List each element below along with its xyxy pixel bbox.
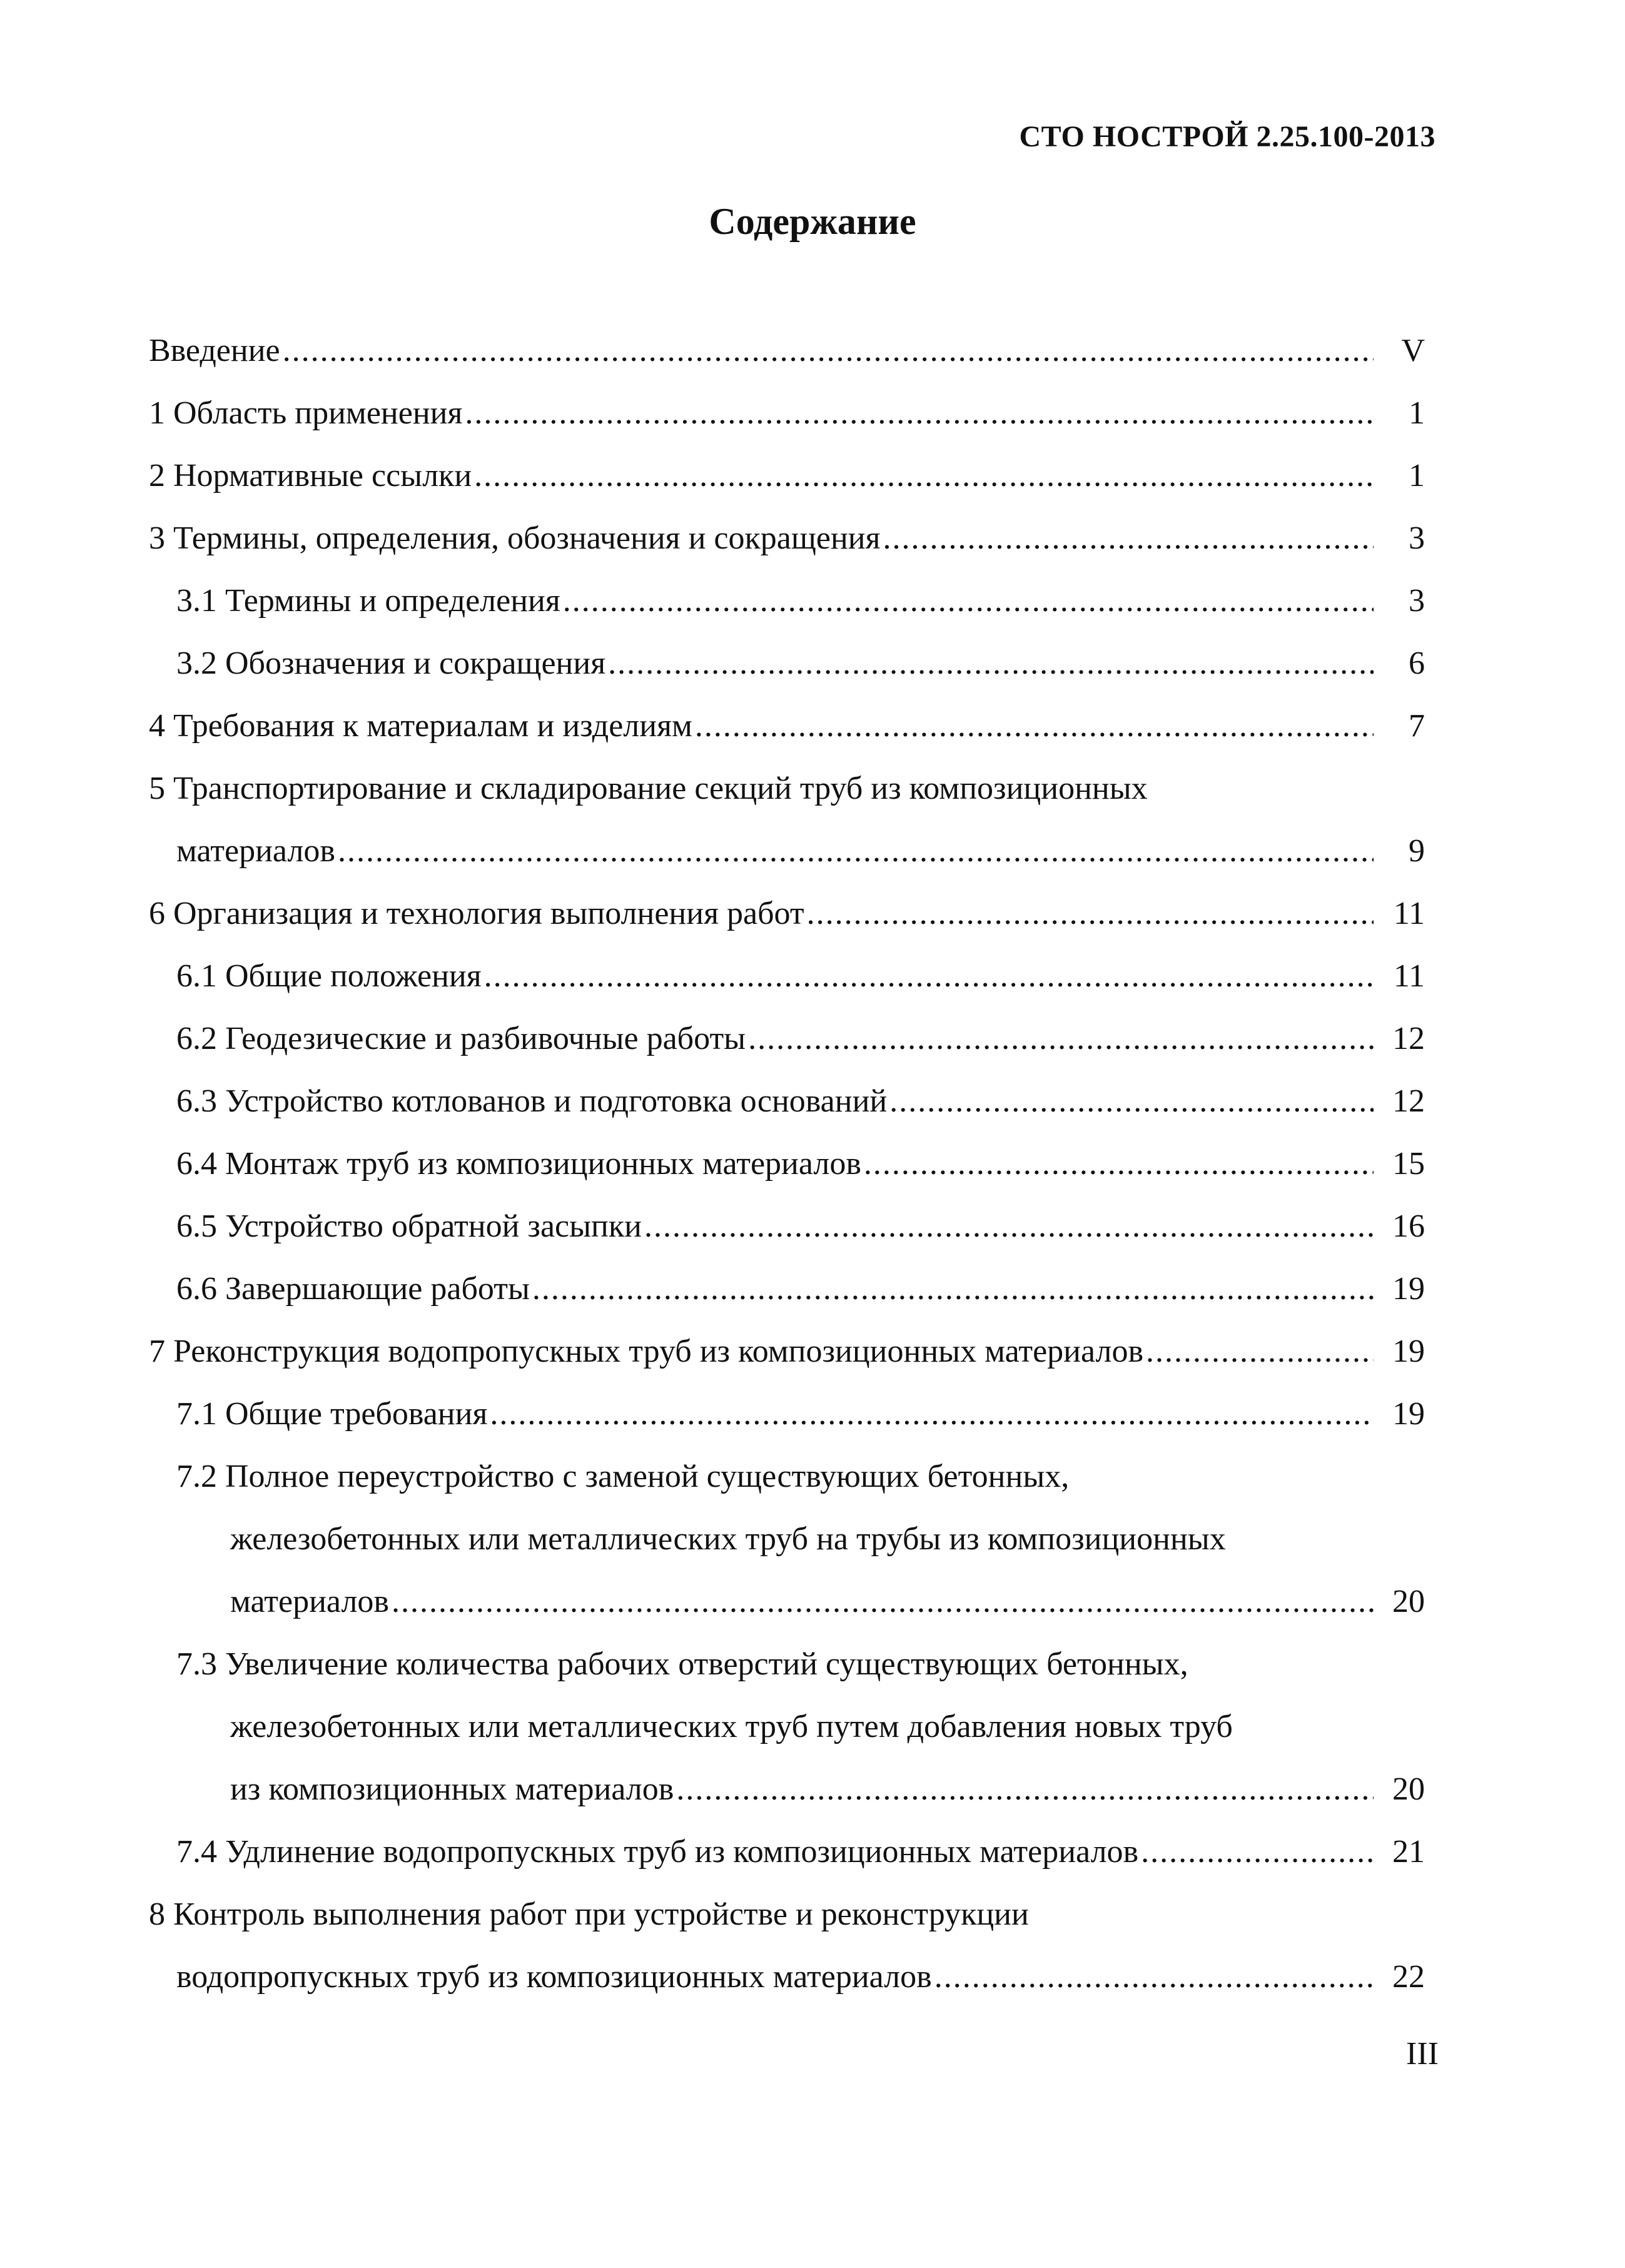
toc-entry-2[interactable] — [149, 445, 1425, 507]
toc-entry-1[interactable] — [149, 382, 1425, 445]
toc-entry-text: 6.5 Устройство обратной засыпки — [176, 1208, 642, 1244]
toc-entry-5-line1[interactable] — [149, 757, 1425, 820]
toc-entry-text: материалов — [176, 833, 335, 869]
toc-entry-text: 6.1 Общие положения — [176, 958, 482, 994]
toc-entry-text: 3.2 Обозначения и сокращения — [176, 645, 606, 681]
toc-entry-8-line2[interactable] — [149, 1946, 1425, 2008]
toc-entry-7-2-line3[interactable] — [149, 1571, 1425, 1633]
toc-entry-7-3-line3[interactable] — [149, 1758, 1425, 1821]
toc-entry-text: материалов — [230, 1584, 389, 1619]
dot-leader — [676, 1758, 1374, 1821]
page-title: Содержание — [709, 201, 916, 242]
toc-page-number: 12 — [1392, 1083, 1425, 1119]
toc-entry-text: 7.3 Увеличение количества рабочих отверстий существующих бетонных, — [176, 1646, 1188, 1682]
toc-entry-6-6[interactable] — [149, 1258, 1425, 1320]
toc-entry-3[interactable] — [149, 507, 1425, 570]
page-number: III — [1406, 2036, 1439, 2072]
toc-page-number: 9 — [1409, 833, 1425, 869]
toc-page-number: 6 — [1409, 645, 1425, 681]
toc-entry-text: 7 Реконструкция водопропускных труб из композиционных материалов — [149, 1334, 1144, 1369]
toc-entry-6[interactable] — [149, 883, 1425, 945]
toc-entry-text: 8 Контроль выполнения работ при устройстве и реконструкции — [149, 1896, 1029, 1932]
toc-entry-7-3-line1[interactable] — [149, 1633, 1425, 1696]
dot-leader — [883, 507, 1374, 570]
toc-entry-8-line1[interactable] — [149, 1883, 1425, 1946]
toc-entry-text: 3.1 Термины и определения — [176, 583, 560, 619]
dot-leader — [748, 1008, 1374, 1070]
toc-entry-text: 7.2 Полное переустройство с заменой существующих бетонных, — [176, 1459, 1070, 1494]
toc-entry-3-2[interactable] — [149, 632, 1425, 695]
toc-entry-7-1[interactable] — [149, 1383, 1425, 1445]
toc-entry-text: 6.2 Геодезические и разбивочные работы — [176, 1021, 746, 1056]
toc-entry-text: 4 Требования к материалам и изделиям — [149, 708, 692, 744]
toc-entry-3-1[interactable] — [149, 570, 1425, 632]
toc-page-number: 19 — [1392, 1271, 1425, 1307]
document-code: СТО НОСТРОЙ 2.25.100-2013 — [1019, 120, 1435, 153]
dot-leader — [1141, 1821, 1374, 1883]
toc-entry-6-2[interactable] — [149, 1008, 1425, 1070]
toc-entry-text: из композиционных материалов — [230, 1771, 674, 1807]
toc-page-number: 15 — [1392, 1146, 1425, 1182]
toc-entry-text: железобетонных или металлических труб на трубы из композиционных — [230, 1521, 1226, 1557]
toc-page-number: 22 — [1392, 1959, 1425, 1995]
dot-leader — [532, 1258, 1374, 1320]
toc-entry-6-5[interactable] — [149, 1195, 1425, 1258]
toc-page-number: 7 — [1409, 708, 1425, 744]
toc-entry-text: 6.6 Завершающие работы — [176, 1271, 530, 1307]
dot-leader — [864, 1133, 1374, 1195]
dot-leader — [934, 1946, 1374, 2008]
toc-entry-text: железобетонных или металлических труб путем добавления новых труб — [230, 1709, 1233, 1744]
dot-leader — [392, 1571, 1374, 1633]
toc-page-number: 19 — [1392, 1334, 1425, 1369]
dot-leader — [889, 1070, 1374, 1133]
dot-leader — [644, 1195, 1374, 1258]
toc-page-number: 3 — [1409, 583, 1425, 619]
toc-entry-text: 7.4 Удлинение водопропускных труб из композиционных материалов — [176, 1834, 1139, 1870]
dot-leader — [807, 883, 1374, 945]
dot-leader — [474, 445, 1374, 507]
toc-entry-intro[interactable] — [149, 320, 1425, 382]
toc-entry-7-3-line2[interactable] — [149, 1696, 1425, 1758]
toc-entry-text: 5 Транспортирование и складирование секций труб из композиционных — [149, 771, 1148, 806]
toc-entry-6-4[interactable] — [149, 1133, 1425, 1195]
toc-entry-text: 1 Область применения — [149, 395, 463, 431]
toc-entry-text: 6 Организация и технология выполнения работ — [149, 896, 804, 931]
toc-page-number: 21 — [1392, 1834, 1425, 1870]
toc-page-number: 20 — [1392, 1771, 1425, 1807]
dot-leader — [608, 632, 1374, 695]
toc-entry-text: водопропускных труб из композиционных материалов — [176, 1959, 932, 1995]
toc-entry-7[interactable] — [149, 1320, 1425, 1383]
toc-entry-7-2-line2[interactable] — [149, 1508, 1425, 1571]
toc-entry-text: 3 Термины, определения, обозначения и сокращения — [149, 520, 881, 556]
toc-page-number: 19 — [1392, 1396, 1425, 1432]
toc-page-number: 20 — [1392, 1584, 1425, 1619]
toc-page-number: 3 — [1409, 520, 1425, 556]
toc-entry-text: 6.4 Монтаж труб из композиционных материалов — [176, 1146, 861, 1182]
dot-leader — [465, 382, 1374, 445]
toc-entry-5-line2[interactable] — [149, 820, 1425, 883]
toc-page-number: 1 — [1409, 458, 1425, 494]
toc-entry-7-2-line1[interactable] — [149, 1445, 1425, 1508]
toc-entry-7-4[interactable] — [149, 1821, 1425, 1883]
dot-leader — [1146, 1320, 1374, 1383]
toc-entry-4[interactable] — [149, 695, 1425, 757]
toc-page-number: 11 — [1393, 958, 1425, 994]
toc-entry-text: Введение — [149, 333, 280, 368]
toc-entry-6-1[interactable] — [149, 945, 1425, 1008]
dot-leader — [490, 1383, 1374, 1445]
toc-page-number: V — [1401, 333, 1425, 368]
toc-entry-text: 2 Нормативные ссылки — [149, 458, 472, 494]
toc-page-number: 16 — [1392, 1208, 1425, 1244]
dot-leader — [484, 945, 1374, 1008]
dot-leader — [338, 820, 1374, 883]
dot-leader — [283, 320, 1374, 382]
table-of-contents — [149, 320, 1425, 2008]
toc-entry-6-3[interactable] — [149, 1070, 1425, 1133]
toc-page-number: 1 — [1409, 395, 1425, 431]
toc-entry-text: 6.3 Устройство котлованов и подготовка оснований — [176, 1083, 888, 1119]
dot-leader — [563, 570, 1374, 632]
dot-leader — [695, 695, 1374, 757]
toc-entry-text: 7.1 Общие требования — [176, 1396, 488, 1432]
toc-page-number: 12 — [1392, 1021, 1425, 1056]
toc-page-number: 11 — [1393, 896, 1425, 931]
